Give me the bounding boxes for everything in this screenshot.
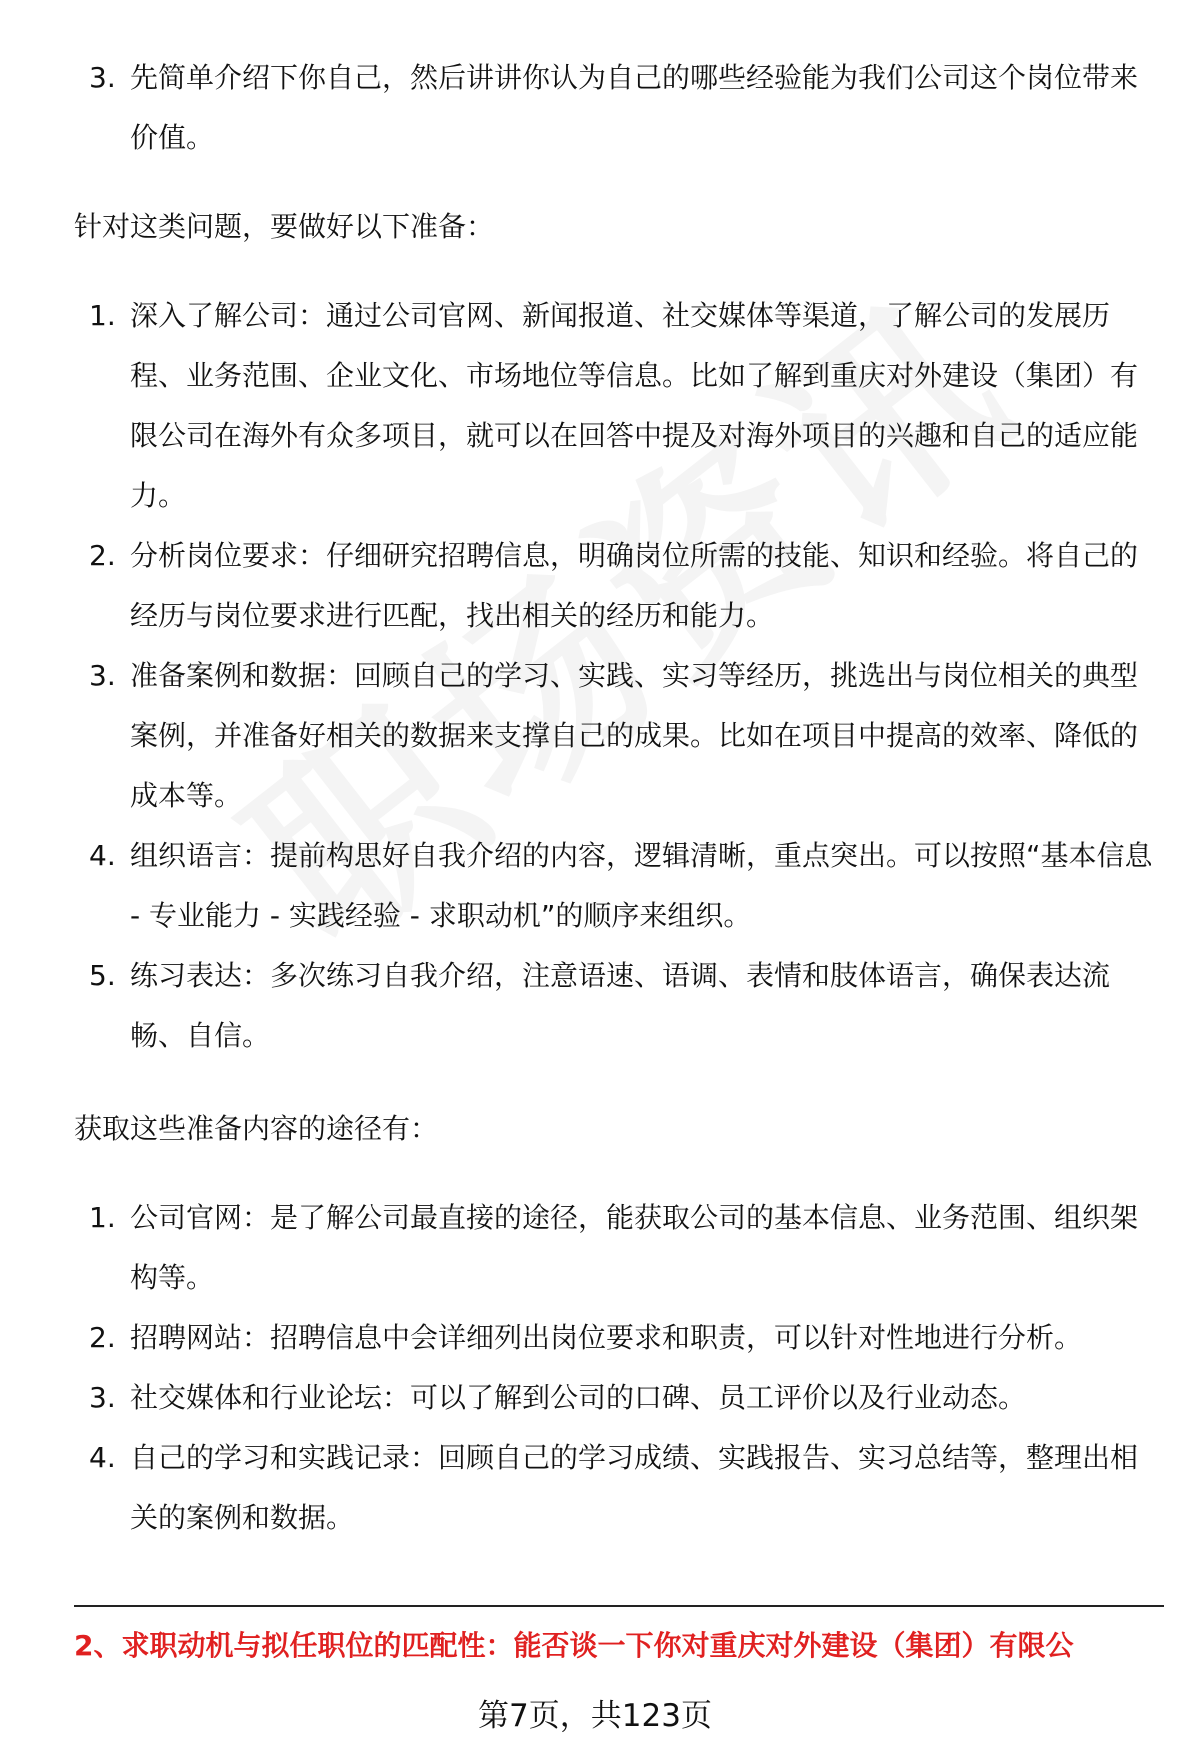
list-item-number: 1. bbox=[89, 299, 116, 332]
list-item-text: 深入了解公司：通过公司官网、新闻报道、社交媒体等渠道，了解公司的发展历程、业务范围、企业文化、市场地位等信息。比如了解到重庆对外建设（集团）有限公司在海外有众多项目，就可以在回答中提及对海外项目的兴趣和自己的适应能力。 bbox=[130, 299, 1139, 512]
list-item bbox=[74, 1368, 1164, 1428]
list-item bbox=[74, 48, 1164, 168]
list-item-number: 3. bbox=[89, 1381, 116, 1414]
list-item-number: 5. bbox=[89, 959, 116, 992]
list-item-text: 公司官网：是了解公司最直接的途径，能获取公司的基本信息、业务范围、组织架构等。 bbox=[130, 1201, 1139, 1294]
list-item-text: 练习表达：多次练习自我介绍，注意语速、语调、表情和肢体语言，确保表达流畅、自信。 bbox=[130, 959, 1111, 1052]
list-item-number: 2. bbox=[89, 1321, 116, 1354]
list-item bbox=[74, 946, 1164, 1066]
list-item-text: 自己的学习和实践记录：回顾自己的学习成绩、实践报告、实习总结等，整理出相关的案例和数据。 bbox=[130, 1441, 1139, 1534]
list-item-number: 4. bbox=[89, 839, 116, 872]
list-item-text: 社交媒体和行业论坛：可以了解到公司的口碑、员工评价以及行业动态。 bbox=[130, 1381, 1027, 1414]
list-item bbox=[74, 526, 1164, 646]
list-item-number: 4. bbox=[89, 1441, 116, 1474]
page-number-footer: 第7页，共123页 bbox=[478, 1698, 712, 1734]
list-item-number: 2. bbox=[89, 539, 116, 572]
list-item bbox=[74, 1308, 1164, 1368]
list-item bbox=[74, 1188, 1164, 1308]
list-item bbox=[74, 1428, 1164, 1548]
source-list bbox=[74, 1188, 1164, 1548]
prep-list bbox=[74, 286, 1164, 1066]
document-body bbox=[74, 48, 1164, 1548]
list-item-number: 3. bbox=[89, 61, 116, 94]
list-item-text: 招聘网站：招聘信息中会详细列出岗位要求和职责，可以针对性地进行分析。 bbox=[130, 1321, 1083, 1354]
prep-heading: 针对这类问题，要做好以下准备： bbox=[74, 210, 495, 243]
list-item-text: 先简单介绍下你自己，然后讲讲你认为自己的哪些经验能为我们公司这个岗位带来价值。 bbox=[130, 61, 1139, 154]
source-heading: 获取这些准备内容的途径有： bbox=[74, 1112, 439, 1145]
list-item bbox=[74, 286, 1164, 526]
list-item-number: 1. bbox=[89, 1201, 116, 1234]
section-divider bbox=[74, 1605, 1164, 1607]
next-question-heading: 2、求职动机与拟任职位的匹配性：能否谈一下你对重庆对外建设（集团）有限公 bbox=[74, 1629, 1074, 1662]
list-item bbox=[74, 826, 1164, 946]
list-item-text: 分析岗位要求：仔细研究招聘信息，明确岗位所需的技能、知识和经验。将自己的经历与岗位要求进行匹配，找出相关的经历和能力。 bbox=[130, 539, 1139, 632]
interview-question-list bbox=[74, 48, 1164, 168]
list-item-number: 3. bbox=[89, 659, 116, 692]
list-item-text: 准备案例和数据：回顾自己的学习、实践、实习等经历，挑选出与岗位相关的典型案例，并准备好相关的数据来支撑自己的成果。比如在项目中提高的效率、降低的成本等。 bbox=[130, 659, 1139, 812]
list-item bbox=[74, 646, 1164, 826]
list-item-text: 组织语言：提前构思好自我介绍的内容，逻辑清晰，重点突出。可以按照“基本信息 - 专业能力 - 实践经验 - 求职动机”的顺序来组织。 bbox=[130, 839, 1153, 932]
